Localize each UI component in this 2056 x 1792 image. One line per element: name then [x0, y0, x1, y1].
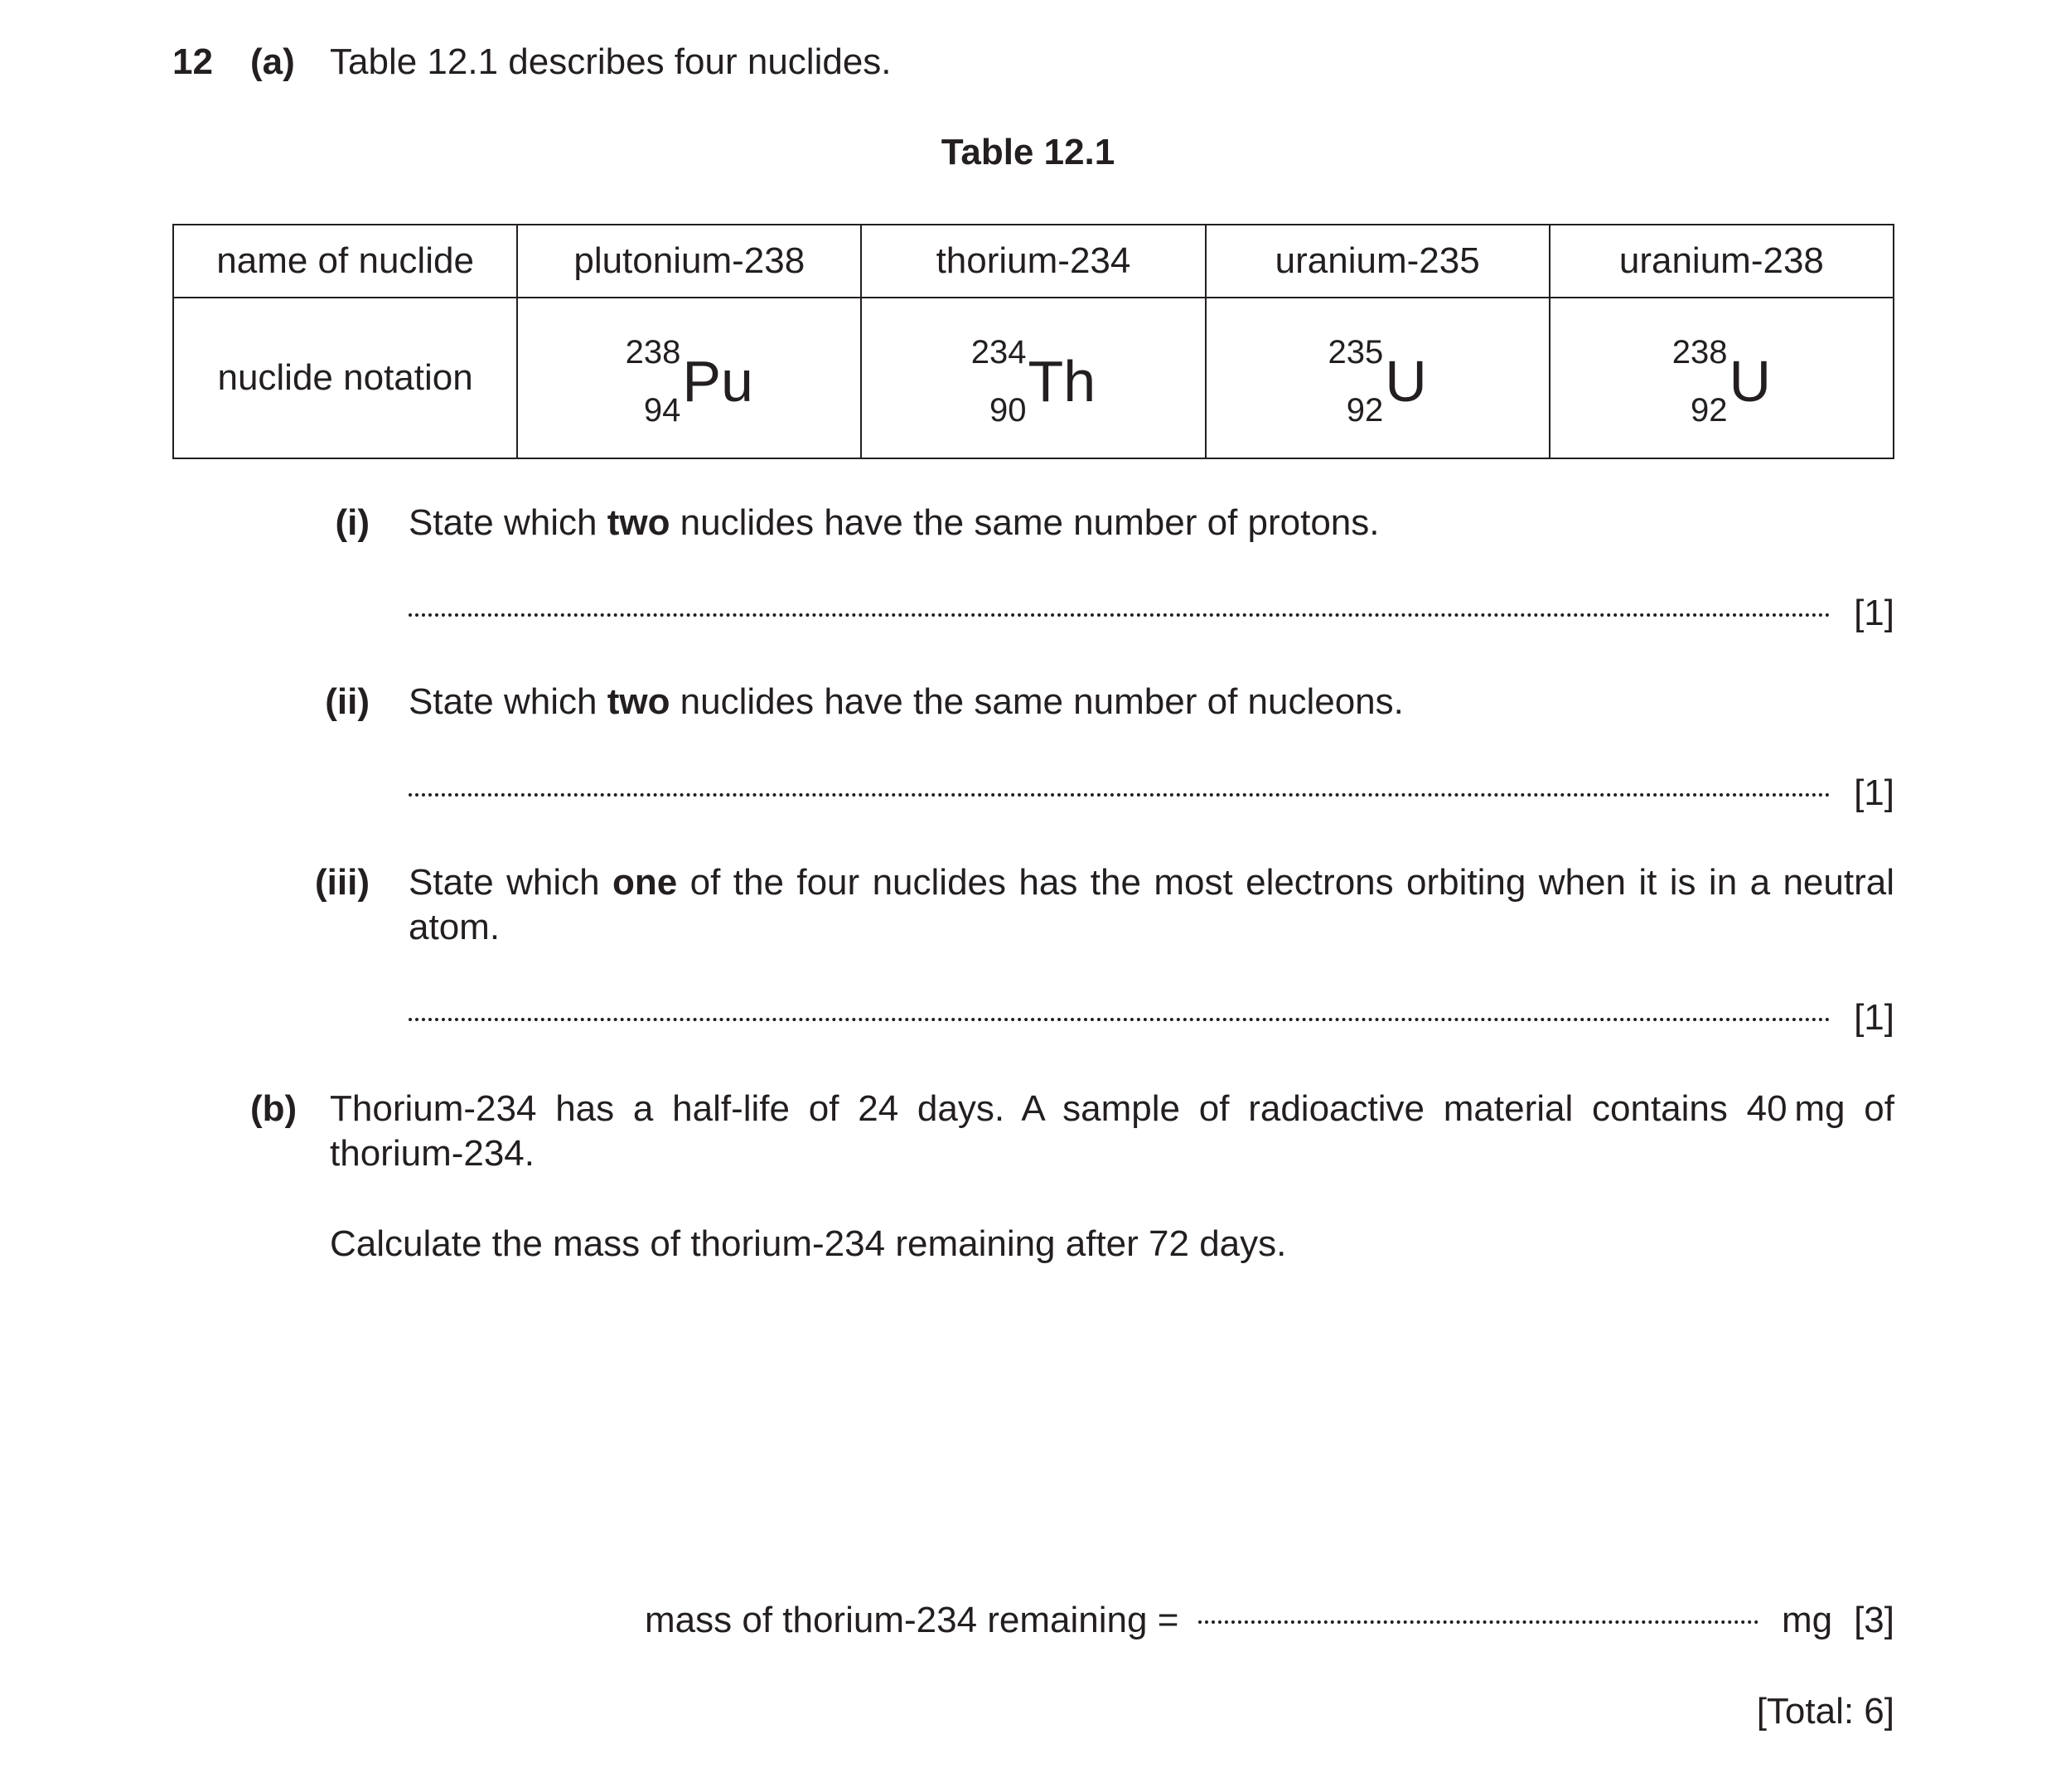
mass-number: 238	[1671, 334, 1728, 371]
part-b-label: (b)	[250, 1088, 298, 1129]
atomic-number: 92	[1690, 392, 1728, 429]
answer-label: mass of thorium-234 remaining =	[645, 1600, 1179, 1640]
emphasis: two	[607, 681, 670, 722]
marks: [1]	[1854, 997, 1894, 1038]
table-row-notation	[173, 298, 1894, 458]
total-marks: [Total: 6]	[1756, 1691, 1894, 1731]
nuclide-name: plutonium-238	[517, 225, 861, 298]
part-a-label: (a)	[250, 41, 295, 82]
mass-number: 238	[625, 334, 681, 371]
answer-field[interactable]	[409, 613, 1831, 617]
nuclide-notation	[971, 336, 1096, 427]
atomic-number: 92	[1346, 392, 1384, 429]
part-a-intro: Table 12.1 describes four nuclides.	[330, 41, 892, 82]
subpart-iii-label: (iii)	[315, 862, 370, 903]
table-row-names	[173, 225, 1894, 298]
nuclide-table	[172, 224, 1894, 459]
subpart-i-answer-line	[409, 591, 1894, 636]
element-symbol: Pu	[682, 349, 753, 414]
table-title: Table 12.1	[941, 132, 1115, 172]
question-number: 12	[172, 41, 213, 82]
marks: [1]	[1854, 772, 1894, 813]
row-header-notation: nuclide notation	[173, 298, 517, 458]
nuclide-notation-cell	[517, 298, 861, 458]
nuclide-notation	[1328, 336, 1427, 427]
element-symbol: Th	[1028, 349, 1096, 414]
nuclide-notation-cell	[1206, 298, 1550, 458]
nuclide-notation-cell	[1550, 298, 1894, 458]
answer-field[interactable]	[1198, 1620, 1758, 1624]
answer-field[interactable]	[409, 1018, 1831, 1021]
marks: [1]	[1854, 593, 1894, 633]
nuclide-notation-cell	[861, 298, 1205, 458]
part-b-instruction: Calculate the mass of thorium-234 remaining after 72 days.	[330, 1223, 1287, 1264]
subpart-iii-answer-line	[409, 995, 1894, 1040]
nuclide-notation	[626, 336, 753, 427]
answer-field[interactable]	[409, 793, 1831, 797]
subpart-i-label: (i)	[335, 502, 370, 543]
answer-unit: mg	[1781, 1600, 1833, 1640]
mass-number: 234	[970, 334, 1027, 371]
atomic-number: 90	[989, 392, 1027, 429]
element-symbol: U	[1729, 349, 1772, 414]
nuclide-name: thorium-234	[861, 225, 1205, 298]
emphasis: two	[607, 502, 670, 543]
nuclide-notation	[1672, 336, 1771, 427]
mass-number: 235	[1328, 334, 1384, 371]
marks: [3]	[1854, 1600, 1894, 1640]
subpart-ii-label: (ii)	[325, 681, 370, 722]
row-header-name: name of nuclide	[173, 225, 517, 298]
element-symbol: U	[1385, 349, 1427, 414]
atomic-number: 94	[643, 392, 681, 429]
part-b-text: Thorium-234 has a half-life of 24 days. A sample of radioactive material contains 40 mg of thorium-234.	[330, 1088, 1894, 1174]
subpart-i-question: State which two nuclides have the same number of protons.	[409, 502, 1380, 543]
emphasis: one	[612, 862, 678, 903]
subpart-ii-question: State which two nuclides have the same number of nucleons.	[409, 681, 1404, 722]
nuclide-name: uranium-235	[1206, 225, 1550, 298]
subpart-ii-answer-line	[409, 771, 1894, 816]
part-b-answer-line	[645, 1598, 1894, 1643]
nuclide-name: uranium-238	[1550, 225, 1894, 298]
subpart-iii-question: State which one of the four nuclides has the most electrons orbiting when it is in a neutral atom.	[409, 862, 1894, 947]
